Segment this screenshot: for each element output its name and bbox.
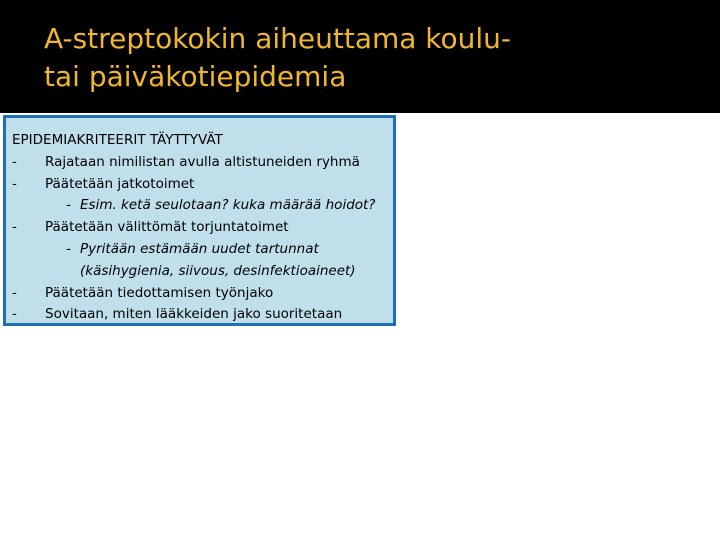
list-item bbox=[12, 304, 387, 326]
bullet-dash: - bbox=[12, 284, 17, 301]
bullet-dash: - bbox=[12, 175, 17, 192]
list-item-text: Päätetään jatkotoimet bbox=[45, 175, 195, 192]
bullet-dash: - bbox=[12, 153, 17, 170]
bullet-dash: - bbox=[66, 240, 71, 257]
list-item bbox=[12, 174, 387, 196]
box-heading: EPIDEMIAKRITEERIT TÄYTTYVÄT bbox=[12, 132, 223, 148]
epidemic-criteria-box bbox=[3, 115, 396, 326]
list-item-text: Rajataan nimilistan avulla altistuneiden ryhmä bbox=[45, 153, 360, 170]
bullet-dash: - bbox=[12, 306, 17, 323]
sub-list-item bbox=[12, 195, 387, 217]
list-item bbox=[12, 152, 387, 174]
sub-list-item-text: Esim. ketä seulotaan? kuka määrää hoidot? bbox=[80, 197, 376, 214]
title-bar bbox=[0, 0, 720, 113]
sub-list-item-continuation: (käsihygienia, siivous, desinfektioaineet) bbox=[80, 262, 356, 279]
slide-title-line-2: tai päiväkotiepidemia bbox=[44, 60, 347, 93]
bullet-dash: - bbox=[66, 197, 71, 214]
bullet-dash: - bbox=[12, 219, 17, 236]
list-item-text: Sovitaan, miten lääkkeiden jako suoritetaan bbox=[45, 306, 343, 323]
sub-list-item-text: Pyritään estämään uudet tartunnat bbox=[80, 240, 319, 257]
slide-title-line-1: A-streptokokin aiheuttama koulu- bbox=[44, 22, 512, 55]
list-item bbox=[12, 217, 387, 239]
list-item-text: Päätetään tiedottamisen työnjako bbox=[45, 284, 274, 301]
sub-list-item bbox=[12, 239, 387, 283]
slide-title bbox=[44, 20, 511, 96]
list-item-text: Päätetään välittömät torjuntatoimet bbox=[45, 219, 289, 236]
list-item bbox=[12, 283, 387, 305]
